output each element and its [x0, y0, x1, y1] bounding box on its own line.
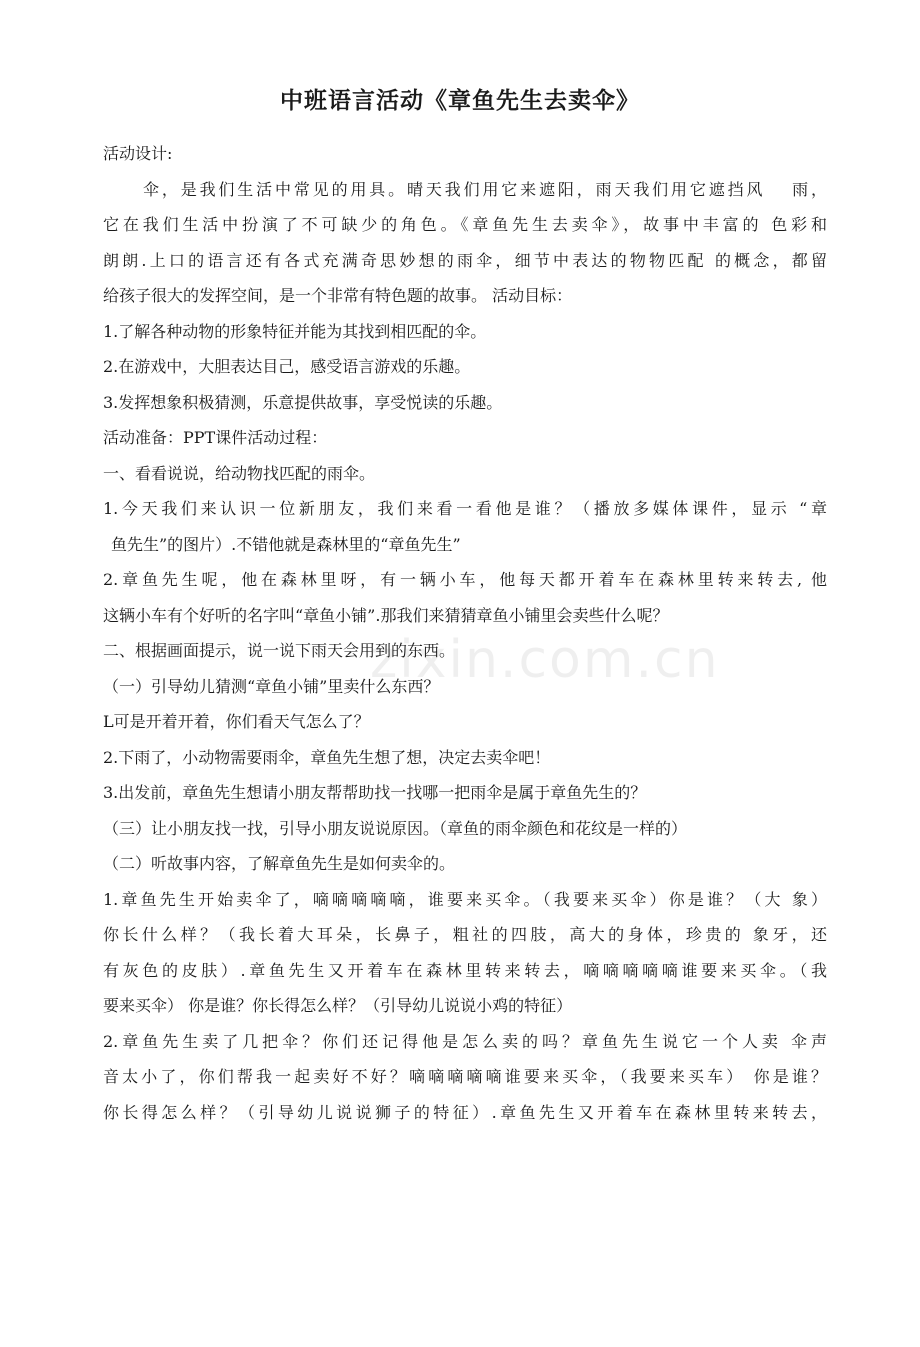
- paragraph-line: 你长得怎么样？（引导幼儿说说狮子的特征）.章鱼先生又开着车在森林里转来转去，: [103, 1102, 827, 1122]
- paragraph-line: 音太小了，你们帮我一起卖好不好？嘀嘀嘀嘀嘀谁要来买伞，（我要来买车） 你是谁？: [103, 1067, 827, 1086]
- paragraph-line: 活动准备：PPT课件活动过程：: [103, 428, 328, 447]
- paragraph-line: 鱼先生”的图片）.不错他就是森林里的“章鱼先生”: [111, 534, 461, 554]
- list-item: 3.出发前，章鱼先生想请小朋友帮帮助找一找哪一把雨伞是属于章鱼先生的？: [103, 783, 647, 802]
- paragraph-line: 给孩子很大的发挥空间，是一个非常有特色题的故事。 活动目标：: [103, 286, 573, 305]
- subsection-heading: （一）引导幼儿猜测“章鱼小铺”里卖什么东西？: [103, 676, 440, 696]
- paragraph-line: 有灰色的皮肤）.章鱼先生又开着车在森林里转来转去，嘀嘀嘀嘀嘀谁要来买伞。（我: [103, 960, 827, 980]
- list-item: L可是开着开着，你们看天气怎么了？: [103, 712, 370, 731]
- subsection-heading: （三）让小朋友找一找，引导小朋友说说原因。（章鱼的雨伞颜色和花纹是一样的）: [103, 818, 688, 838]
- list-item: 2.下雨了，小动物需要雨伞，章鱼先生想了想，决定去卖伞吧！: [103, 747, 551, 767]
- document-body: [103, 136, 827, 1130]
- paragraph-line: 朗朗.上口的语言还有各式充满奇思妙想的雨伞，细节中表达的物物匹配 的概念，都留: [103, 250, 827, 270]
- paragraph-line: 你长什么样？（我长着大耳朵，长鼻子，粗社的四肢，高大的身体，珍贵的 象牙，还: [103, 925, 827, 944]
- section-heading: 一、看看说说，给动物找匹配的雨伞。: [103, 463, 376, 483]
- list-item: 1.章鱼先生开始卖伞了，嘀嘀嘀嘀嘀，谁要来买伞。（我要来买伞）你是谁？（大 象）: [103, 889, 827, 909]
- paragraph-line: 活动设计:: [103, 144, 173, 163]
- list-item: 1.今天我们来认识一位新朋友，我们来看一看他是谁？（播放多媒体课件，显示 “章: [103, 499, 827, 518]
- section-heading: 二、根据画面提示，说一说下雨天会用到的东西。: [103, 641, 456, 660]
- subsection-heading: （二）听故事内容，了解章鱼先生是如何卖伞的。: [103, 854, 456, 873]
- list-item: 2.章鱼先生卖了几把伞？你们还记得他是怎么卖的吗？章鱼先生说它一个人卖 伞声: [103, 1031, 827, 1051]
- paragraph-line: 要来买伞） 你是谁？你长得怎么样？（引导幼儿说说小鸡的特征）: [103, 996, 573, 1015]
- paragraph-line: 它在我们生活中扮演了不可缺少的角色。《章鱼先生去卖伞》，故事中丰富的 色彩和: [103, 215, 827, 234]
- paragraph-line: 这辆小车有个好听的名字叫“章鱼小铺”.那我们来猜猜章鱼小铺里会卖些什么呢？: [103, 605, 669, 625]
- list-item: 3.发挥想象积极猜测，乐意提供故事，享受悦读的乐趣。: [103, 392, 503, 412]
- document-title: 中班语言活动《章鱼先生去卖伞》: [280, 88, 640, 114]
- watermark: zixin.com.cn: [370, 630, 720, 690]
- list-item: 2.章鱼先生呢，他在森林里呀，有一辆小车，他每天都开着车在森林里转来转去, 他: [103, 570, 827, 589]
- list-item: 2.在游戏中，大胆表达目己，感受语言游戏的乐趣。: [103, 357, 471, 376]
- list-item: 1.了解各种动物的形象特征并能为其找到相匹配的伞。: [103, 321, 487, 341]
- paragraph-line: 伞，是我们生活中常见的用具。晴天我们用它来遮阳，雨天我们用它遮挡风 雨，: [143, 179, 827, 199]
